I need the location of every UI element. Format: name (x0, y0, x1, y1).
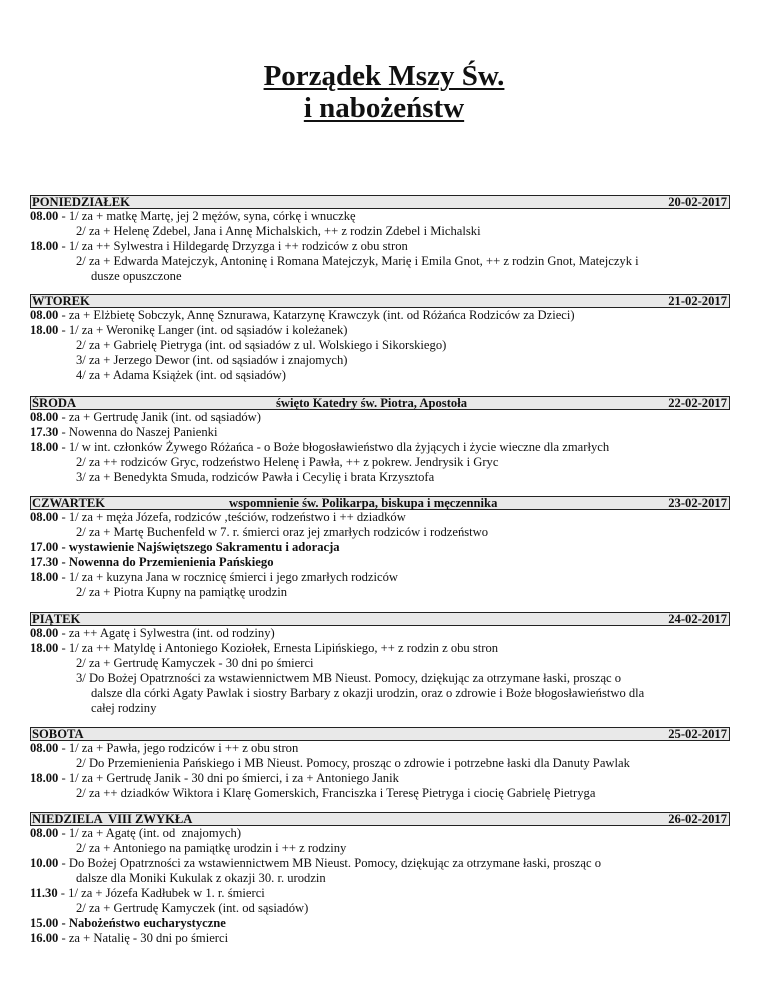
day-name: WTOREK (32, 294, 90, 308)
mass-entry: 17.30 - Nowenna do Naszej Panienki (30, 425, 218, 439)
mass-entry-continued: 2/ za + Piotra Kupny na pamiątkę urodzin (76, 585, 287, 599)
mass-entry: 18.00 - 1/ za + Gertrudę Janik - 30 dni po śmierci, i za + Antoniego Janik (30, 771, 399, 785)
mass-entry: 08.00 - 1/ za + matkę Martę, jej 2 mężów, syna, córkę i wnuczkę (30, 209, 356, 223)
day-name: PONIEDZIAŁEK (32, 195, 130, 209)
mass-entry: 18.00 - 1/ za + Weronikę Langer (int. od sąsiadów i koleżanek) (30, 323, 348, 337)
mass-entry-continued: 3/ za + Benedykta Smuda, rodziców Pawła i Cecylię i brata Krzysztofa (76, 470, 435, 484)
mass-entry: 08.00 - za + Gertrudę Janik (int. od sąsiadów) (30, 410, 261, 424)
day-header (30, 612, 730, 626)
day-section-sunday (30, 812, 730, 946)
day-date: 20-02-2017 (668, 195, 727, 209)
day-name: ŚRODA (32, 396, 77, 410)
mass-entry: 10.00 - Do Bożej Opatrzności za wstawiennictwem MB Nieust. Pomocy, dziękując za otrzymane łaski, prosząc o (30, 856, 601, 870)
mass-entry-continued: 3/ Do Bożej Opatrzności za wstawiennictwem MB Nieust. Pomocy, dziękując za otrzymane łaski, prosząc o (76, 671, 622, 685)
mass-entry-continued: 2/ za ++ rodziców Gryc, rodzeństwo Helenę i Pawła, ++ z pokrew. Jendrysik i Gryc (76, 455, 499, 469)
day-section-friday (30, 612, 730, 716)
mass-entry-continued: 2/ Do Przemienienia Pańskiego i MB Nieust. Pomocy, prosząc o zdrowie i potrzebne łaski dla Danuty Pawlak (76, 756, 630, 770)
day-section-monday (30, 195, 730, 284)
day-date: 26-02-2017 (668, 812, 727, 826)
mass-entry: 08.00 - 1/ za + Pawła, jego rodziców i ++ z obu stron (30, 741, 299, 755)
mass-entry: 15.00 - Nabożeństwo eucharystyczne (30, 916, 226, 930)
day-section-wednesday (30, 396, 730, 485)
mass-entry: 08.00 - 1/ za + Agatę (int. od znajomych) (30, 826, 242, 840)
document-title (0, 60, 768, 124)
day-name: PIĄTEK (32, 612, 81, 626)
mass-entry: 17.00 - wystawienie Najświętszego Sakramentu i adoracja (30, 540, 340, 554)
mass-entry-continued: 2/ za + Gertrudę Kamyczek - 30 dni po śmierci (76, 656, 314, 670)
mass-entry-wrap: dalsze dla Moniki Kukulak z okazji 30. r. urodzin (76, 871, 326, 885)
mass-entry: 08.00 - 1/ za + męża Józefa, rodziców ,teściów, rodzeństwo i ++ dziadków (30, 510, 406, 524)
day-date: 25-02-2017 (668, 727, 727, 741)
day-header (30, 396, 730, 410)
day-section-saturday (30, 727, 730, 801)
day-date: 23-02-2017 (668, 496, 727, 510)
mass-entry: 16.00 - za + Natalię - 30 dni po śmierci (30, 931, 229, 945)
mass-entry-continued: 2/ za + Edwarda Matejczyk, Antoninę i Romana Matejczyk, Marię i Emila Gnot, ++ z rodzin Gnot, Matejczyk i (76, 254, 639, 268)
mass-entry: 18.00 - 1/ za + kuzyna Jana w rocznicę śmierci i jego zmarłych rodziców (30, 570, 398, 584)
mass-entry-continued: 2/ za + Antoniego na pamiątkę urodzin i ++ z rodziny (76, 841, 347, 855)
day-header (30, 727, 730, 741)
mass-entry-continued: 3/ za + Jerzego Dewor (int. od sąsiadów i znajomych) (76, 353, 348, 367)
day-date: 21-02-2017 (668, 294, 727, 308)
day-date: 22-02-2017 (668, 396, 727, 410)
mass-entry-continued: 2/ za + Helenę Zdebel, Jana i Annę Michalskich, ++ z rodzin Zdebel i Michalski (76, 224, 481, 238)
day-header (30, 496, 730, 510)
mass-entry: 11.30 - 1/ za + Józefa Kadłubek w 1. r. śmierci (30, 886, 265, 900)
mass-entry: 08.00 - za ++ Agatę i Sylwestra (int. od rodziny) (30, 626, 275, 640)
mass-entry-wrap: całej rodziny (91, 701, 157, 715)
day-name: SOBOTA (32, 727, 84, 741)
mass-entry-continued: 2/ za + Gertrudę Kamyczek (int. od sąsiadów) (76, 901, 309, 915)
mass-entry-continued: 2/ za + Gabrielę Pietryga (int. od sąsiadów z ul. Wolskiego i Sikorskiego) (76, 338, 447, 352)
day-header (30, 812, 730, 826)
mass-entry-continued: 2/ za ++ dziadków Wiktora i Klarę Gomerskich, Franciszka i Teresę Pietryga i ciocię Gabrielę Pietryga (76, 786, 596, 800)
mass-entry-wrap: dalsze dla córki Agaty Pawlak i siostry Barbary z okazji urodzin, oraz o zdrowie i Boże błogosławieństwo dla (91, 686, 645, 700)
day-name: CZWARTEK (32, 496, 106, 510)
day-header (30, 294, 730, 308)
mass-entry: 18.00 - 1/ w int. członków Żywego Różańca - o Boże błogosławieństwo dla żyjących i życie wieczne dla zmarłych (30, 440, 610, 454)
day-name: NIEDZIELA VIII ZWYKŁA (32, 812, 193, 826)
mass-entry: 18.00 - 1/ za ++ Matyldę i Antoniego Koziołek, Ernesta Lipińskiego, ++ z rodzin z obu stron (30, 641, 499, 655)
day-date: 24-02-2017 (668, 612, 727, 626)
day-section-tuesday (30, 294, 730, 383)
mass-entry: 18.00 - 1/ za ++ Sylwestra i Hildegardę Drzyzga i ++ rodziców z obu stron (30, 239, 408, 253)
mass-entry-wrap: dusze opuszczone (91, 269, 182, 283)
day-header (30, 195, 730, 209)
mass-entry: 08.00 - za + Elżbietę Sobczyk, Annę Sznurawa, Katarzynę Krawczyk (int. od Różańca Rodziców za Dzieci) (30, 308, 575, 322)
mass-entry-continued: 4/ za + Adama Książek (int. od sąsiadów) (76, 368, 286, 382)
title-line-2: i nabożeństw (303, 92, 465, 124)
feast-name: święto Katedry św. Piotra, Apostoła (276, 396, 467, 410)
mass-entry-continued: 2/ za + Martę Buchenfeld w 7. r. śmierci oraz jej zmarłych rodziców i rodzeństwo (76, 525, 489, 539)
feast-name: wspomnienie św. Polikarpa, biskupa i męczennika (229, 496, 498, 510)
day-section-thursday (30, 496, 730, 600)
mass-entry: 17.30 - Nowenna do Przemienienia Pańskiego (30, 555, 274, 569)
title-line-1: Porządek Mszy Św. (263, 60, 505, 92)
